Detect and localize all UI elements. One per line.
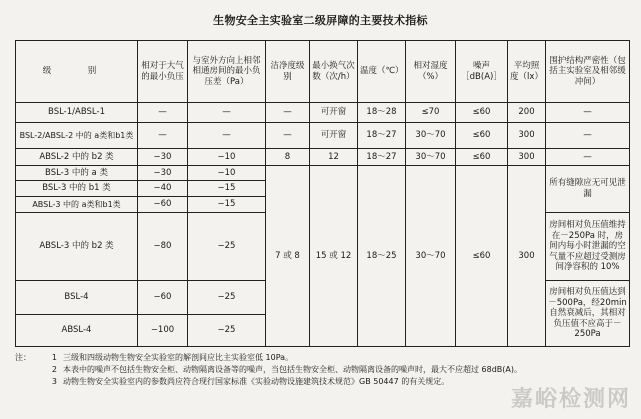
cell-hum: 30～70 — [406, 123, 456, 149]
cell-hum: 30～70 — [406, 149, 456, 166]
cell-neg: −60 — [138, 197, 188, 213]
table-row — [16, 149, 630, 166]
cell-temp-merged: 18～25 — [358, 166, 406, 347]
cell-encl-merged-c: 房间相对负压值达到－500Pa，经20min 自然衰减后，其相对负压值不应高于－250Pa — [546, 281, 630, 347]
cell-temp: 18～27 — [358, 123, 406, 149]
cell-level: ABSL-4 — [16, 315, 138, 347]
cell-noise: ≤60 — [456, 149, 508, 166]
note-number: 3 — [51, 377, 57, 386]
cell-temp: 18～27 — [358, 149, 406, 166]
cell-neg: −40 — [138, 181, 188, 197]
cell-lux: 300 — [508, 149, 546, 166]
notes-prefix: 注： — [15, 353, 31, 362]
cell-diff: — — [188, 123, 266, 149]
cell-diff: −10 — [188, 166, 266, 181]
cell-neg: −30 — [138, 166, 188, 181]
header-illuminance: 平均照度（lx） — [508, 41, 546, 103]
header-humidity: 相对湿度（%） — [406, 41, 456, 103]
header-temperature: 温度（℃） — [358, 41, 406, 103]
table-row — [16, 166, 630, 181]
cell-diff: −25 — [188, 213, 266, 281]
cell-air: 可开窗 — [310, 103, 358, 123]
cell-air: 12 — [310, 149, 358, 166]
cell-lux-merged: 300 — [508, 166, 546, 347]
note-text: 本表中的噪声不包括生物安全柜、动物隔离设备等的噪声，当包括生物安全柜、动物隔离设备的噪声时，最大不应超过 68dB(A)。 — [63, 365, 522, 374]
header-row — [16, 41, 630, 103]
cell-noise: ≤60 — [456, 103, 508, 123]
cell-air-merged: 15 或 12 — [310, 166, 358, 347]
cell-diff: −25 — [188, 315, 266, 347]
cell-neg: −60 — [138, 281, 188, 315]
cell-encl: — — [546, 103, 630, 123]
cell-diff: −15 — [188, 197, 266, 213]
header-air-changes: 最小换气次数（次/h） — [310, 41, 358, 103]
cell-neg: — — [138, 123, 188, 149]
cell-neg: −100 — [138, 315, 188, 347]
cell-clean: 8 — [266, 149, 310, 166]
cell-diff: −10 — [188, 149, 266, 166]
cell-level: BSL-3 中的 a 类 — [16, 166, 138, 181]
note-text: 三级和四级动物生物安全实验室的解剖间应比主实验室低 10Pa。 — [63, 353, 294, 362]
cell-encl: — — [546, 123, 630, 149]
header-pressure-diff: 与室外方向上相邻相通房间的最小负压差（Pa） — [188, 41, 266, 103]
cell-clean: — — [266, 123, 310, 149]
cell-encl-merged-a: 所有缝隙应无可见泄漏 — [546, 166, 630, 213]
spec-table — [15, 40, 630, 347]
cell-encl: — — [546, 149, 630, 166]
header-level: 级 别 — [16, 41, 138, 103]
cell-clean: — — [266, 103, 310, 123]
cell-noise-merged: ≤60 — [456, 166, 508, 347]
cell-neg: −30 — [138, 149, 188, 166]
cell-temp: 18～28 — [358, 103, 406, 123]
note-number: 1 — [51, 353, 57, 362]
cell-level: BSL-3 中的 b1 类 — [16, 181, 138, 197]
cell-level: ABSL-3 中的 a类和b1类 — [16, 197, 138, 213]
note-2 — [15, 364, 629, 376]
cell-level: BSL-2/ABSL-2 中的 a类和b1类 — [16, 123, 138, 149]
note-text: 动物生物安全实验室内的参数尚应符合现行国家标准《实验动物设施建筑技术规范》GB 50447 的有关规定。 — [63, 377, 450, 386]
cell-hum: ≤70 — [406, 103, 456, 123]
cell-lux: 300 — [508, 123, 546, 149]
cell-hum-merged: 30～70 — [406, 166, 456, 347]
cell-encl-merged-b: 房间相对负压值维持在－250Pa 时，房间内每小时泄漏的空气量不应超过受测房间净容积的 10% — [546, 213, 630, 281]
table-title: 生物安全主实验室二级屏障的主要技术指标 — [213, 14, 428, 27]
watermark: 嘉峪检测网 — [510, 387, 631, 412]
cell-diff: −15 — [188, 181, 266, 197]
cell-neg: −80 — [138, 213, 188, 281]
cell-air: 可开窗 — [310, 123, 358, 149]
cell-neg: — — [138, 103, 188, 123]
header-noise: 噪声［dB(A)］ — [456, 41, 508, 103]
cell-noise: ≤60 — [456, 123, 508, 149]
cell-level: BSL-1/ABSL-1 — [16, 103, 138, 123]
header-cleanliness: 洁净度级别 — [266, 41, 310, 103]
cell-lux: 200 — [508, 103, 546, 123]
cell-level: ABSL-2 中的 b2 类 — [16, 149, 138, 166]
cell-diff: — — [188, 103, 266, 123]
cell-level: ABSL-3 中的 b2 类 — [16, 213, 138, 281]
note-1 — [15, 352, 629, 364]
table-row — [16, 103, 630, 123]
header-enclosure: 围护结构严密性（包括主实验室及相邻缓冲间） — [546, 41, 630, 103]
cell-level: BSL-4 — [16, 281, 138, 315]
cell-clean-merged: 7 或 8 — [266, 166, 310, 347]
header-neg-pressure: 相对于大气的最小负压 — [138, 41, 188, 103]
table-row — [16, 123, 630, 149]
note-number: 2 — [51, 365, 57, 374]
cell-diff: −25 — [188, 281, 266, 315]
